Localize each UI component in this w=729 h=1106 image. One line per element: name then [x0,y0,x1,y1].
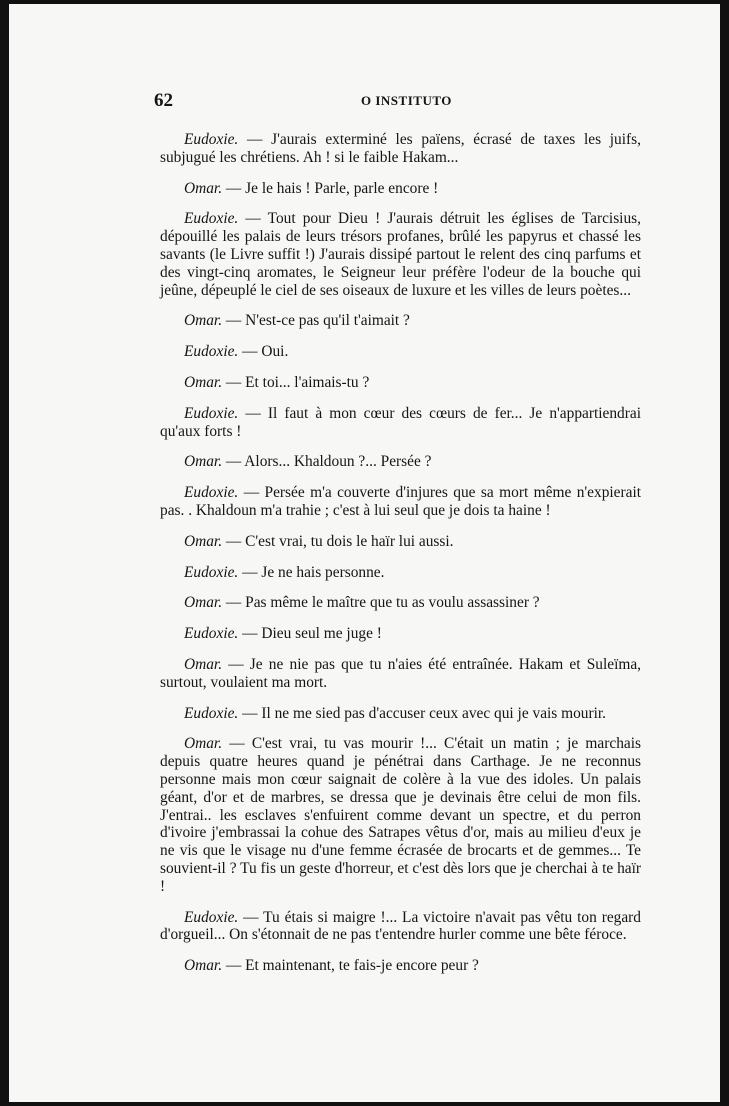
speaker-name: Eudoxie. [184,343,239,361]
speaker-name: Omar. [184,735,223,753]
speaker-name: Eudoxie. [184,908,239,926]
speaker-name: Eudoxie. [184,625,239,643]
dialogue-paragraph [160,374,641,392]
speech-text: — Persée m'a couverte d'injures que sa mort même n'expierait pas. . Khaldoun m'a trahie ; c'est à lui seul que je dois ta haine ! [160,484,641,519]
speaker-name: Omar. [184,453,223,471]
speech-text: — Je le hais ! Parle, parle encore ! [222,179,439,197]
speaker-name: Omar. [184,179,223,197]
dialogue-paragraph [160,533,641,551]
running-head [154,90,644,114]
journal-title: O INSTITUTO [361,93,452,108]
speech-text: — Et maintenant, te fais-je encore peur ? [222,957,479,975]
dialogue-paragraph [160,210,641,299]
speech-text: — Dieu seul me juge ! [238,625,382,643]
speech-text: — J'aurais exterminé les païens, écrasé de taxes les juifs, subjugué les chrétiens. Ah ! si le faible Hakam... [160,131,641,166]
dialogue-paragraph [160,453,641,471]
dialogue-text [160,131,641,988]
speaker-name: Omar. [184,655,223,673]
dialogue-paragraph [160,405,641,441]
speech-text: — Et toi... l'aimais-tu ? [222,373,370,391]
dialogue-paragraph [160,484,641,520]
speech-text: — Alors... Khaldoun ?... Persée ? [222,453,432,471]
speaker-name: Eudoxie. [184,404,239,422]
speaker-name: Eudoxie. [184,484,239,502]
dialogue-paragraph [160,625,641,643]
speaker-name: Omar. [184,594,223,612]
dialogue-paragraph [160,594,641,612]
page-number: 62 [154,90,173,111]
speaker-name: Omar. [184,532,223,550]
dialogue-paragraph [160,957,641,975]
speaker-name: Eudoxie. [184,210,239,228]
speech-text: — Tu étais si maigre !... La victoire n'avait pas vêtu ton regard d'orgueil... On s'étonnait de ne pas t'entendre hurler comme une bête féroce. [160,908,641,944]
speech-text: — Je ne hais personne. [238,563,385,581]
dialogue-paragraph [160,180,641,198]
speech-text: — C'est vrai, tu dois le haïr lui aussi. [222,532,454,550]
speaker-name: Omar. [184,957,223,975]
speech-text: — N'est-ce pas qu'il t'aimait ? [222,312,410,330]
dialogue-paragraph [160,564,641,582]
dialogue-paragraph [160,312,641,330]
dialogue-paragraph [160,735,641,895]
speaker-name: Eudoxie. [184,131,239,148]
speaker-name: Omar. [184,312,223,330]
speech-text: — Pas même le maître que tu as voulu assassiner ? [222,594,540,612]
speech-text: — Je ne nie pas que tu n'aies été entraînée. Hakam et Suleïma, surtout, voulaient ma mort. [160,655,641,691]
speaker-name: Eudoxie. [184,704,239,722]
dialogue-paragraph [160,343,641,361]
speech-text: — Il ne me sied pas d'accuser ceux avec qui je vais mourir. [238,704,607,722]
speaker-name: Omar. [184,373,223,391]
speaker-name: Eudoxie. [184,563,239,581]
dialogue-paragraph [160,705,641,723]
speech-text: — C'est vrai, tu vas mourir !... C'était un matin ; je marchais depuis quatre heures quand je pénétrai dans Carthage. Je ne reconnus personne mais mon cœur saignait de colère à la vue des idoles. Un palais géant, d'or et de marbres, se dressa que je devinais être celui de mon fils. J'entrai.. les esclaves s'enfuirent comme devant un spectre, et du perron d'ivoire j'embrassai la cohue des Satrapes vêtus d'or, mais au milieu d'eux je ne vis que le visage nu d'une femme écrasée de brocarts et de gemmes... Te souvient-il ? Tu fis un geste d'horreur, et c'est dès lors que je cherchai à te haïr ! [160,735,641,895]
speech-text: — Oui. [238,343,289,361]
dialogue-paragraph [160,909,641,945]
speech-text: — Tout pour Dieu ! J'aurais détruit les églises de Tarcisius, dépouillé les palais de leurs trésors profanes, brûlé les papyrus et chassé les savants (le Livre suffit !) J'aurais dissipé partout le relent des cinq parfums et des vingt-cinq aromates, le Seigneur leur préfère l'odeur de la bouche qui jeûne, dépeuplé le ciel de ses oiseaux de luxure et les villes de leurs poètes... [160,210,641,299]
dialogue-paragraph [160,656,641,692]
speech-text: — Il faut à mon cœur des cœurs de fer... Je n'appartiendrai qu'aux forts ! [160,404,641,440]
dialogue-paragraph [160,131,641,167]
